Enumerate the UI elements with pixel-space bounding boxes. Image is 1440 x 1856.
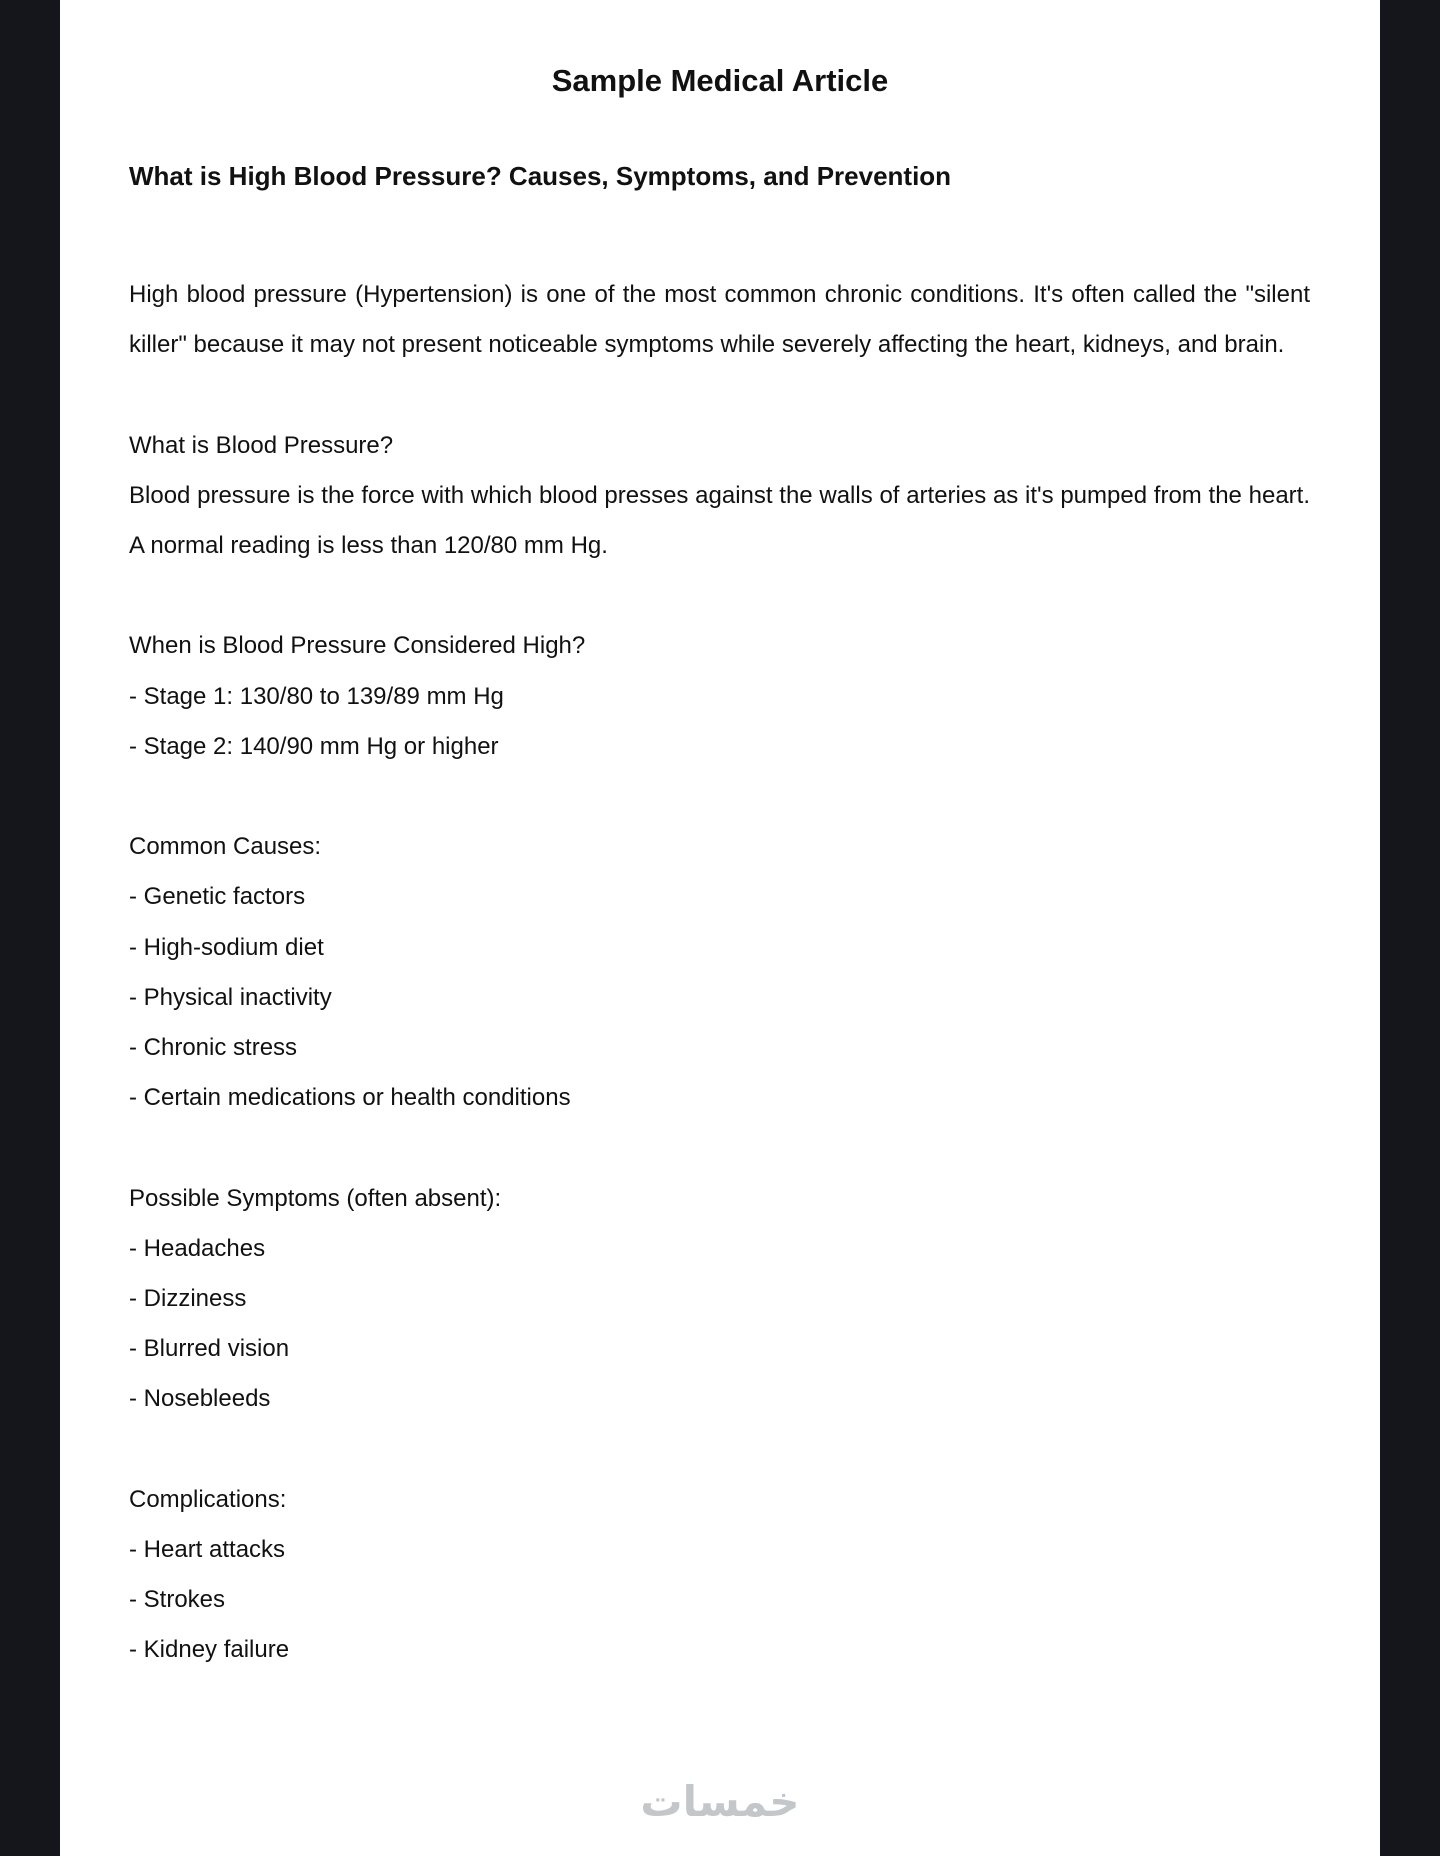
list-item: - Nosebleeds <box>129 1385 271 1413</box>
intro-paragraph: High blood pressure (Hypertension) is one of the most common chronic conditions. It's often called the "silent killer" because it may not present noticeable symptoms while severely affecting the heart, kidneys, and brain. <box>129 281 1310 359</box>
list-item: - Strokes <box>129 1586 226 1614</box>
list-item: - Kidney failure <box>129 1636 290 1664</box>
document-page <box>60 0 1380 1856</box>
watermark-text: خمسات <box>640 1777 800 1826</box>
document-title: Sample Medical Article <box>551 63 889 98</box>
section-heading-complications: Complications: <box>129 1485 287 1513</box>
blood-pressure-paragraph: Blood pressure is the force with which blood presses against the walls of arteries as it's pumped from the heart. A normal reading is less than 120/80 mm Hg. <box>129 481 1310 559</box>
section-heading-blood-pressure: What is Blood Pressure? <box>129 431 394 459</box>
article-body <box>129 270 1310 1676</box>
list-item: - Headaches <box>129 1234 266 1262</box>
watermark-logo <box>630 1770 810 1830</box>
list-item: - Blurred vision <box>129 1335 290 1363</box>
list-item: - Certain medications or health conditions <box>129 1084 571 1112</box>
section-heading-symptoms: Possible Symptoms (often absent): <box>129 1184 502 1212</box>
list-item: - Stage 1: 130/80 to 139/89 mm Hg <box>129 682 504 710</box>
list-item: - Chronic stress <box>129 1034 298 1061</box>
section-heading-causes: Common Causes: <box>129 833 322 861</box>
list-item: - Genetic factors <box>129 883 306 911</box>
list-item: - High-sodium diet <box>129 933 324 961</box>
section-heading-high-pressure: When is Blood Pressure Considered High? <box>129 632 586 660</box>
list-item: - Physical inactivity <box>129 983 332 1011</box>
list-item: - Heart attacks <box>129 1536 286 1563</box>
list-item: - Stage 2: 140/90 mm Hg or higher <box>129 732 499 760</box>
article-heading: What is High Blood Pressure? Causes, Symptoms, and Prevention <box>129 161 952 191</box>
list-item: - Dizziness <box>129 1285 247 1312</box>
